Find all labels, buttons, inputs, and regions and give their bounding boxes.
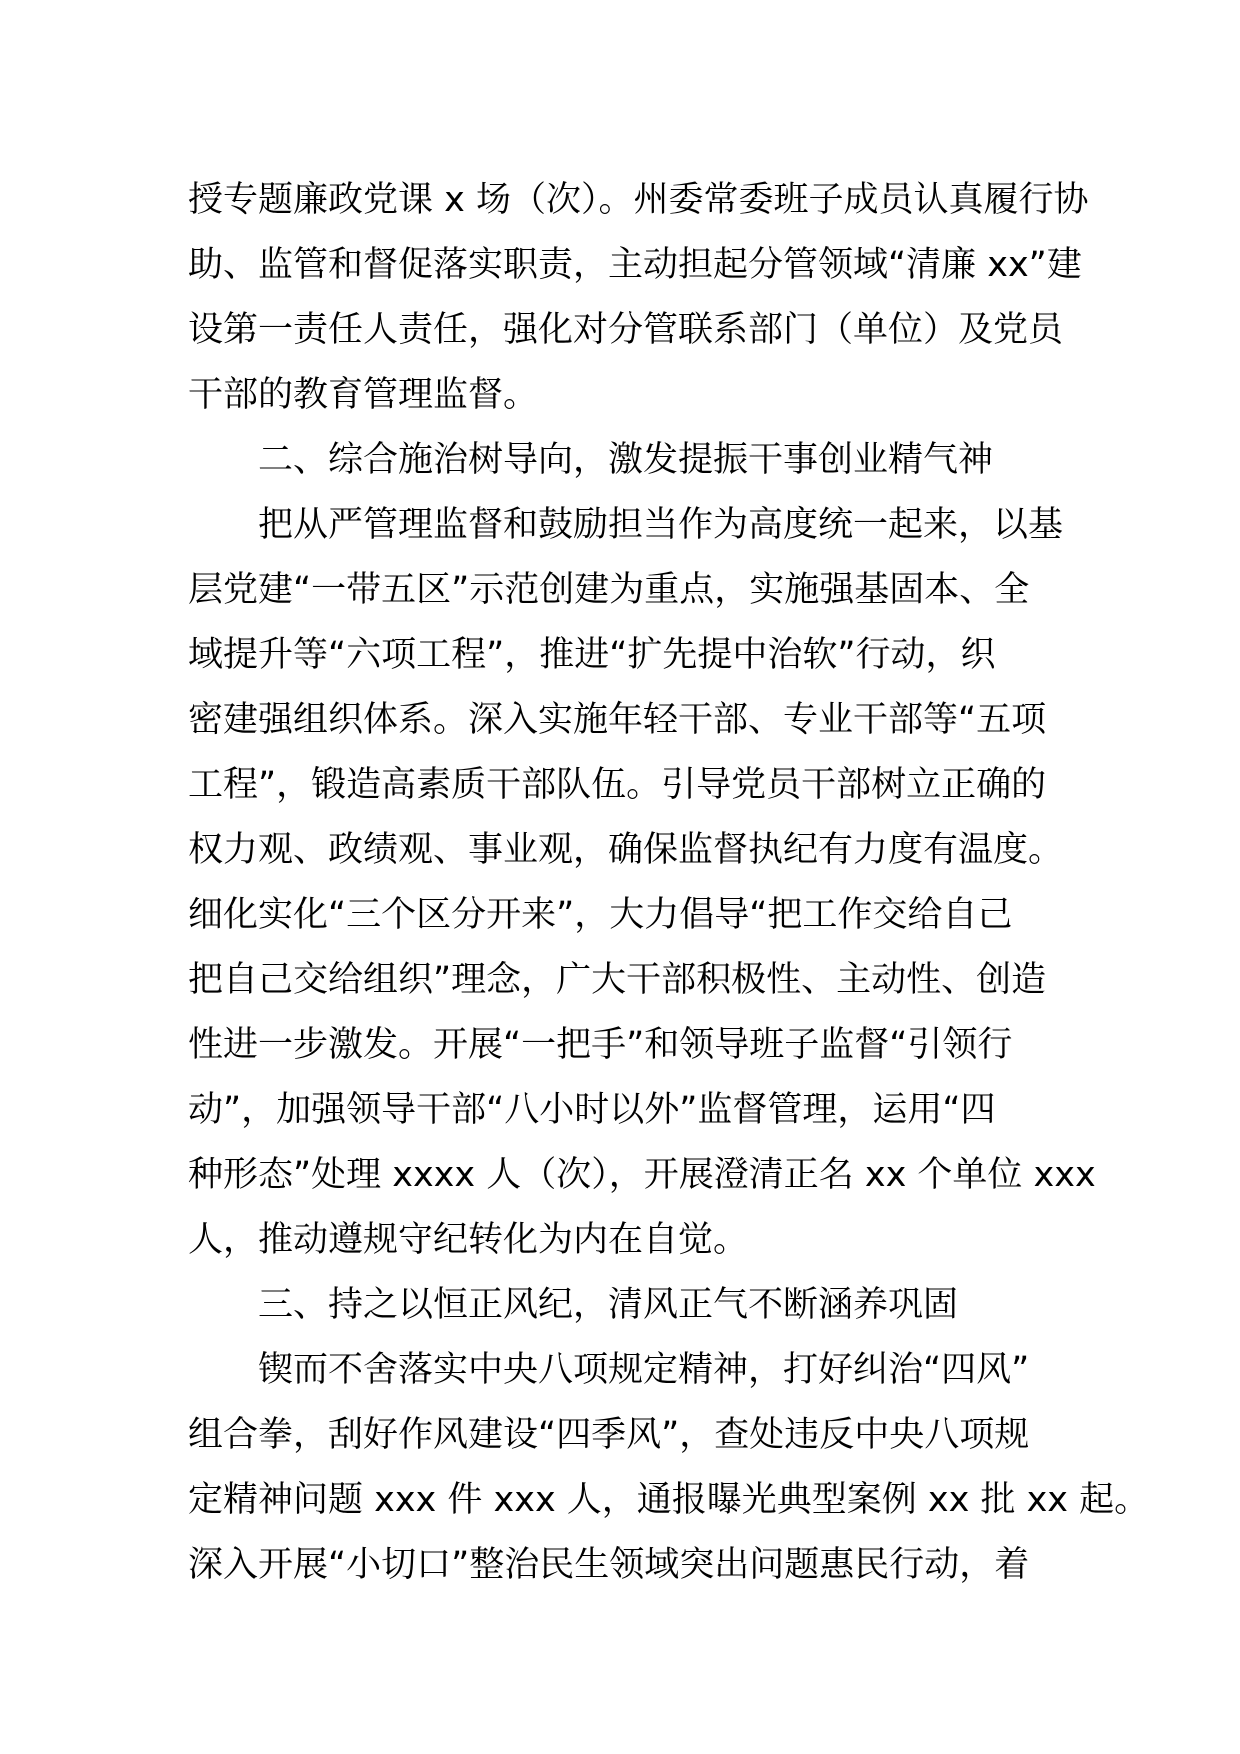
text-line: 密建强组织体系。深入实施年轻干部、专业干部等“五项 <box>188 700 1047 740</box>
heading-line: 三、持之以恒正风纪，清风正气不断涵养巩固 <box>258 1285 959 1325</box>
section-heading-3 <box>188 1273 1058 1338</box>
text-line: 把从严管理监督和鼓励担当作为高度统一起来，以基 <box>258 505 1064 545</box>
text-line: 干部的教育管理监督。 <box>188 375 539 415</box>
text-line: 性进一步激发。开展“一把手”和领导班子监督“引领行 <box>188 1025 1013 1065</box>
text-line: 工程”，锻造高素质干部队伍。引导党员干部树立正确的 <box>188 765 1047 805</box>
text-line: 授专题廉政党课 x 场（次）。州委常委班子成员认真履行协 <box>188 180 1089 220</box>
paragraph-1 <box>188 168 1089 428</box>
text-line: 细化实化“三个区分开来”，大力倡导“把工作交给自己 <box>188 895 1013 935</box>
section-heading-2 <box>188 428 1058 493</box>
text-line: 定精神问题 xxx 件 xxx 人，通报曝光典型案例 xx 批 xx 起。 <box>188 1480 1150 1520</box>
text-line: 人，推动遵规守纪转化为内在自觉。 <box>188 1220 749 1260</box>
document-body <box>188 168 1150 1598</box>
text-line: 深入开展“小切口”整治民生领域突出问题惠民行动，着 <box>188 1545 1030 1585</box>
text-line: 把自己交给组织”理念，广大干部积极性、主动性、创造 <box>188 960 1047 1000</box>
text-line: 权力观、政绩观、事业观，确保监督执纪有力度有温度。 <box>188 830 1064 870</box>
text-line: 组合拳，刮好作风建设“四季风”，查处违反中央八项规 <box>188 1415 1030 1455</box>
text-line: 种形态”处理 xxxx 人（次），开展澄清正名 xx 个单位 xxx <box>188 1155 1096 1195</box>
heading-line: 二、综合施治树导向，激发提振干事创业精气神 <box>258 440 994 480</box>
text-line: 域提升等“六项工程”，推进“扩先提中治软”行动，织 <box>188 635 996 675</box>
paragraph-3 <box>188 1338 1150 1598</box>
text-line: 锲而不舍落实中央八项规定精神，打好纠治“四风” <box>258 1350 1030 1390</box>
text-line: 层党建“一带五区”示范创建为重点，实施强基固本、全 <box>188 570 1030 610</box>
text-line: 设第一责任人责任，强化对分管联系部门（单位）及党员 <box>188 310 1064 350</box>
text-line: 助、监管和督促落实职责，主动担起分管领域“清廉 xx”建 <box>188 245 1082 285</box>
paragraph-2 <box>188 493 1096 1273</box>
text-line: 动”，加强领导干部“八小时以外”监督管理，运用“四 <box>188 1090 996 1130</box>
